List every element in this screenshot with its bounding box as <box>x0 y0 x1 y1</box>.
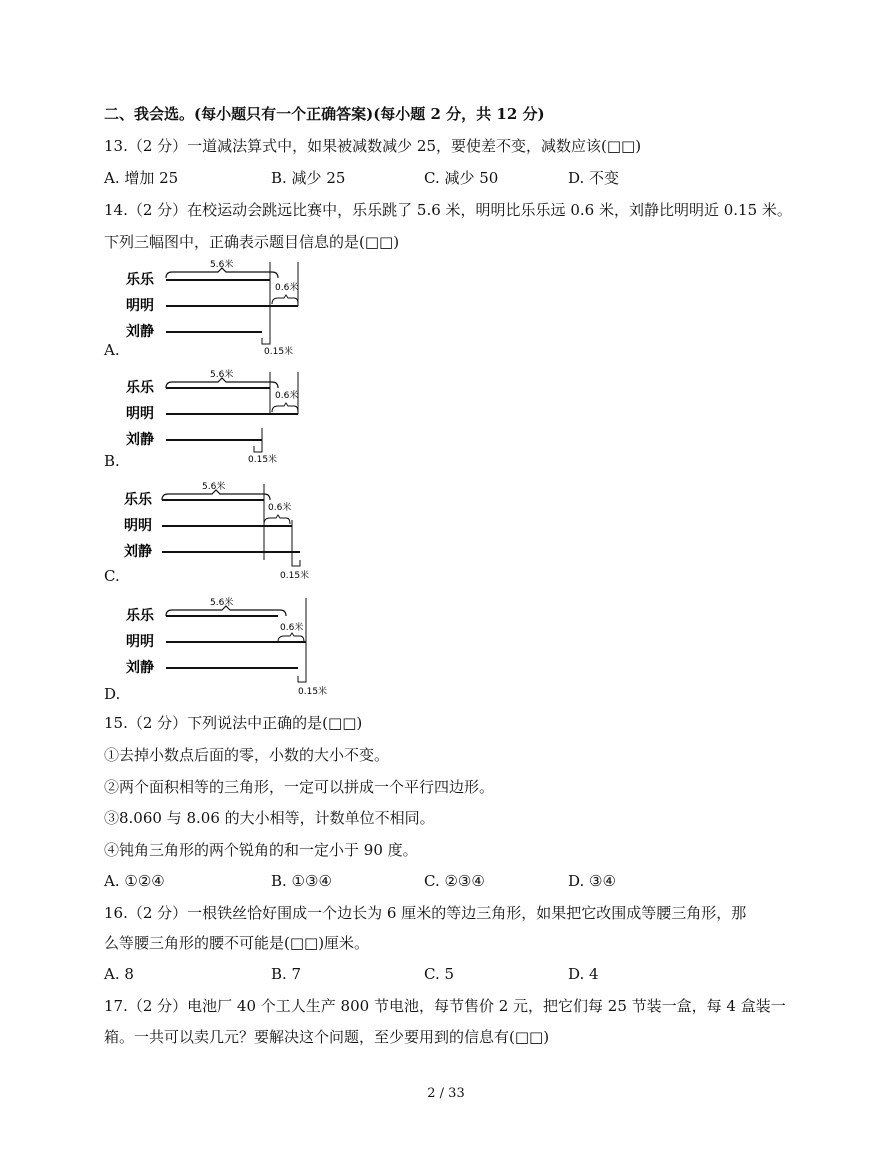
diagram-b-len-0-6: 0.6米 <box>275 391 299 401</box>
q14-option-b: B. <box>104 452 120 470</box>
diagram-c-len-0-6: 0.6米 <box>268 503 292 513</box>
diagram-a-brace-0-15 <box>262 338 270 344</box>
diagram-d-len-0-15: 0.15米 <box>298 687 328 697</box>
q13-option-a: A. 增加 25 <box>104 169 179 187</box>
diagram-c-label-liujing: 刘静 <box>124 544 152 560</box>
diagram-a-len-5-6: 5.6米 <box>210 260 234 270</box>
diagram-a-len-0-6: 0.6米 <box>275 283 299 293</box>
diagram-a-brace-0-6 <box>272 295 298 304</box>
diagram-b-len-0-15: 0.15米 <box>248 455 278 465</box>
diagram-d-len-0-6: 0.6米 <box>280 623 304 633</box>
q16-option-c: C. 5 <box>424 965 455 983</box>
q15-statement-1: ①去掉小数点后面的零，小数的大小不变。 <box>104 746 390 764</box>
question-16-stem-line1: 16.（2 分）一根铁丝恰好围成一个边长为 6 厘米的等边三角形，如果把它改围成等腰三角形，那 <box>104 904 747 922</box>
diagram-d-brace-0-6 <box>278 633 304 642</box>
diagram-a-label-lele: 乐乐 <box>126 272 154 288</box>
q13-option-c: C. 减少 50 <box>424 169 499 187</box>
diagram-a <box>122 258 312 358</box>
q13-option-b: B. 减少 25 <box>271 169 346 187</box>
q15-statement-2: ②两个面积相等的三角形，一定可以拼成一个平行四边形。 <box>104 778 495 796</box>
diagram-d-label-lele: 乐乐 <box>126 608 154 624</box>
q16-option-d: D. 4 <box>568 965 599 983</box>
q15-statement-4: ④钝角三角形的两个锐角的和一定小于 90 度。 <box>104 841 418 859</box>
q14-option-a: A. <box>104 341 120 359</box>
q14-option-c: C. <box>104 567 120 585</box>
q15-option-d: D. ③④ <box>568 872 616 890</box>
question-13-stem: 13.（2 分）一道减法算式中，如果被减数减少 25，要使差不变，减数应该(□□) <box>104 137 642 155</box>
question-16-stem-line2: 么等腰三角形的腰不可能是(□□)厘米。 <box>104 934 370 952</box>
diagram-d-label-mingming: 明明 <box>126 634 154 650</box>
diagram-b-label-lele: 乐乐 <box>126 380 154 396</box>
question-17-stem-line2: 箱。一共可以卖几元？要解决这个问题，至少要用到的信息有(□□) <box>104 1028 550 1046</box>
diagram-c-brace-0-6 <box>264 515 290 524</box>
diagram-c-label-mingming: 明明 <box>124 518 152 534</box>
section-title: 二、我会选。(每小题只有一个正确答案)(每小题 2 分，共 12 分) <box>104 105 545 123</box>
diagram-a-label-mingming: 明明 <box>126 298 154 314</box>
diagram-b-label-liujing: 刘静 <box>126 432 154 448</box>
q13-option-d: D. 不变 <box>568 169 620 187</box>
diagram-d <box>122 596 342 700</box>
question-17-stem-line1: 17.（2 分）电池厂 40 个工人生产 800 节电池，每节售价 2 元，把它们每 25 节装一盒，每 4 盒装一 <box>104 997 786 1015</box>
question-14-stem-line2: 下列三幅图中，正确表示题目信息的是(□□) <box>104 233 400 251</box>
question-14-stem-line1: 14.（2 分）在校运动会跳远比赛中，乐乐跳了 5.6 米，明明比乐乐远 0.6 米，刘静比明明近 0.15 米。 <box>104 201 792 219</box>
q15-statement-3: ③8.060 与 8.06 的大小相等，计数单位不相同。 <box>104 809 435 827</box>
diagram-d-len-5-6: 5.6米 <box>210 598 234 608</box>
diagram-b-label-mingming: 明明 <box>126 406 154 422</box>
diagram-c-label-lele: 乐乐 <box>124 492 152 508</box>
page-number: 2 / 33 <box>427 1086 465 1101</box>
diagram-b-brace-0-6 <box>272 403 298 412</box>
diagram-c-len-0-15: 0.15米 <box>280 571 310 581</box>
diagram-d-label-liujing: 刘静 <box>126 660 154 676</box>
diagram-a-label-liujing: 刘静 <box>126 324 154 340</box>
diagram-b-len-5-6: 5.6米 <box>210 370 234 380</box>
diagram-a-len-0-15: 0.15米 <box>264 347 294 357</box>
diagram-c-brace-0-15 <box>292 560 300 566</box>
q15-option-b: B. ①③④ <box>271 872 332 890</box>
diagram-c <box>122 480 312 584</box>
q15-option-c: C. ②③④ <box>424 872 485 890</box>
q14-option-d: D. <box>104 685 121 703</box>
q16-option-a: A. 8 <box>104 965 134 983</box>
diagram-b <box>122 368 312 468</box>
q15-option-a: A. ①②④ <box>104 872 165 890</box>
diagram-c-len-5-6: 5.6米 <box>202 482 226 492</box>
question-15-stem: 15.（2 分）下列说法中正确的是(□□) <box>104 714 363 732</box>
diagram-d-brace-0-15 <box>298 676 306 682</box>
q16-option-b: B. 7 <box>271 965 302 983</box>
diagram-b-brace-0-15 <box>254 446 262 452</box>
